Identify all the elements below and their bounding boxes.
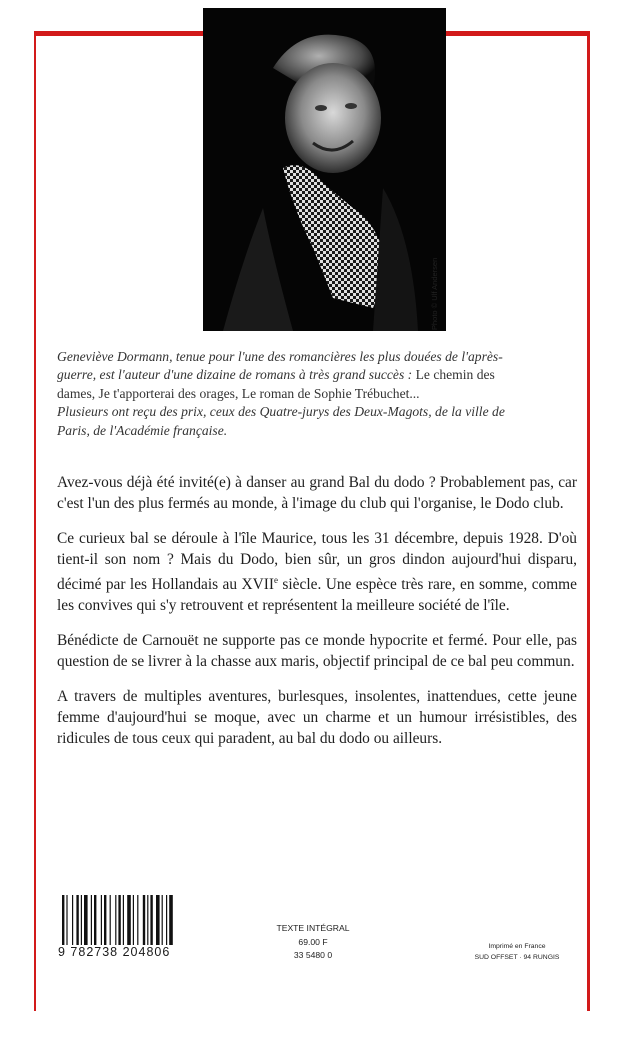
printer-info: [462, 941, 572, 963]
paragraph-3: Bénédicte de Carnouët ne supporte pas ce monde hypocrite et fermé. Pour elle, pas question de se livrer à la chasse aux maris, objectif principal de ce bal peu commun.: [57, 632, 577, 671]
integral-text-label: TEXTE INTÉGRAL: [276, 923, 350, 933]
synopsis: [57, 472, 577, 763]
paragraph-1: Avez-vous déjà été invité(e) à danser au grand Bal du dodo ? Probablement pas, car c'est l'un des plus fermés au monde, à l'image du club qui l'organise, le Dodo club.: [57, 474, 577, 512]
bio-titles-a: Le chemin des: [415, 367, 495, 383]
author-photo: [203, 8, 446, 331]
paragraph-2-century: XVII: [241, 576, 274, 594]
photo-credit: Photo © Ulf Andersen: [430, 257, 439, 330]
paragraph-2: [57, 528, 577, 616]
author-bio: [57, 348, 587, 440]
price-block: [258, 922, 368, 963]
bio-line-1: Geneviève Dormann, tenue pour l'une des romancières les plus douées de l'après-: [57, 349, 503, 364]
red-left-border: [34, 31, 36, 1011]
bio-line-4: Plusieurs ont reçu des prix, ceux des Quatre-jurys des Deux-Magots, de la ville de: [57, 404, 505, 420]
catalog-code: 33 5480 0: [293, 950, 333, 960]
paragraph-2-tail: siècle. Une espèce très rare, en somme, comme les convives qui s'y retrouvent et représentent la meilleure société de l'île.: [57, 576, 577, 615]
printer-name: SUD OFFSET · 94 RUNGIS: [474, 954, 560, 961]
paragraph-2-main: Ce curieux bal se déroule à l'île Maurice, tous les 31 décembre, depuis 1928. D'où tient-il son nom ? Mais du Dodo, bien sûr, un gros dindon aujourd'hui disparu, décimé par les Hollandais au: [57, 530, 577, 594]
paragraph-4: A travers de multiples aventures, burlesques, insolentes, inattendues, cette jeune femme d'aujourd'hui se moque, avec un charme et un humour irrésistibles, des ridicules de tous ceux qui paradent, au bal du dodo ou ailleurs.: [57, 688, 577, 748]
bio-line-2: guerre, est l'auteur d'une dizaine de romans à très grand succès :: [57, 367, 416, 383]
printed-in-label: Imprimé en France: [488, 943, 546, 950]
bio-line-5: Paris, de l'Académie française.: [57, 422, 228, 438]
paragraph-2-century-sup: e: [273, 575, 278, 585]
red-right-border: [587, 31, 590, 1011]
bio-titles-b: dames, Je t'apporterai des orages, Le roman de Sophie Trébuchet...: [57, 385, 420, 401]
price: 69.00 F: [298, 936, 328, 947]
barcode-digits: 9 782738 204806: [58, 945, 171, 959]
